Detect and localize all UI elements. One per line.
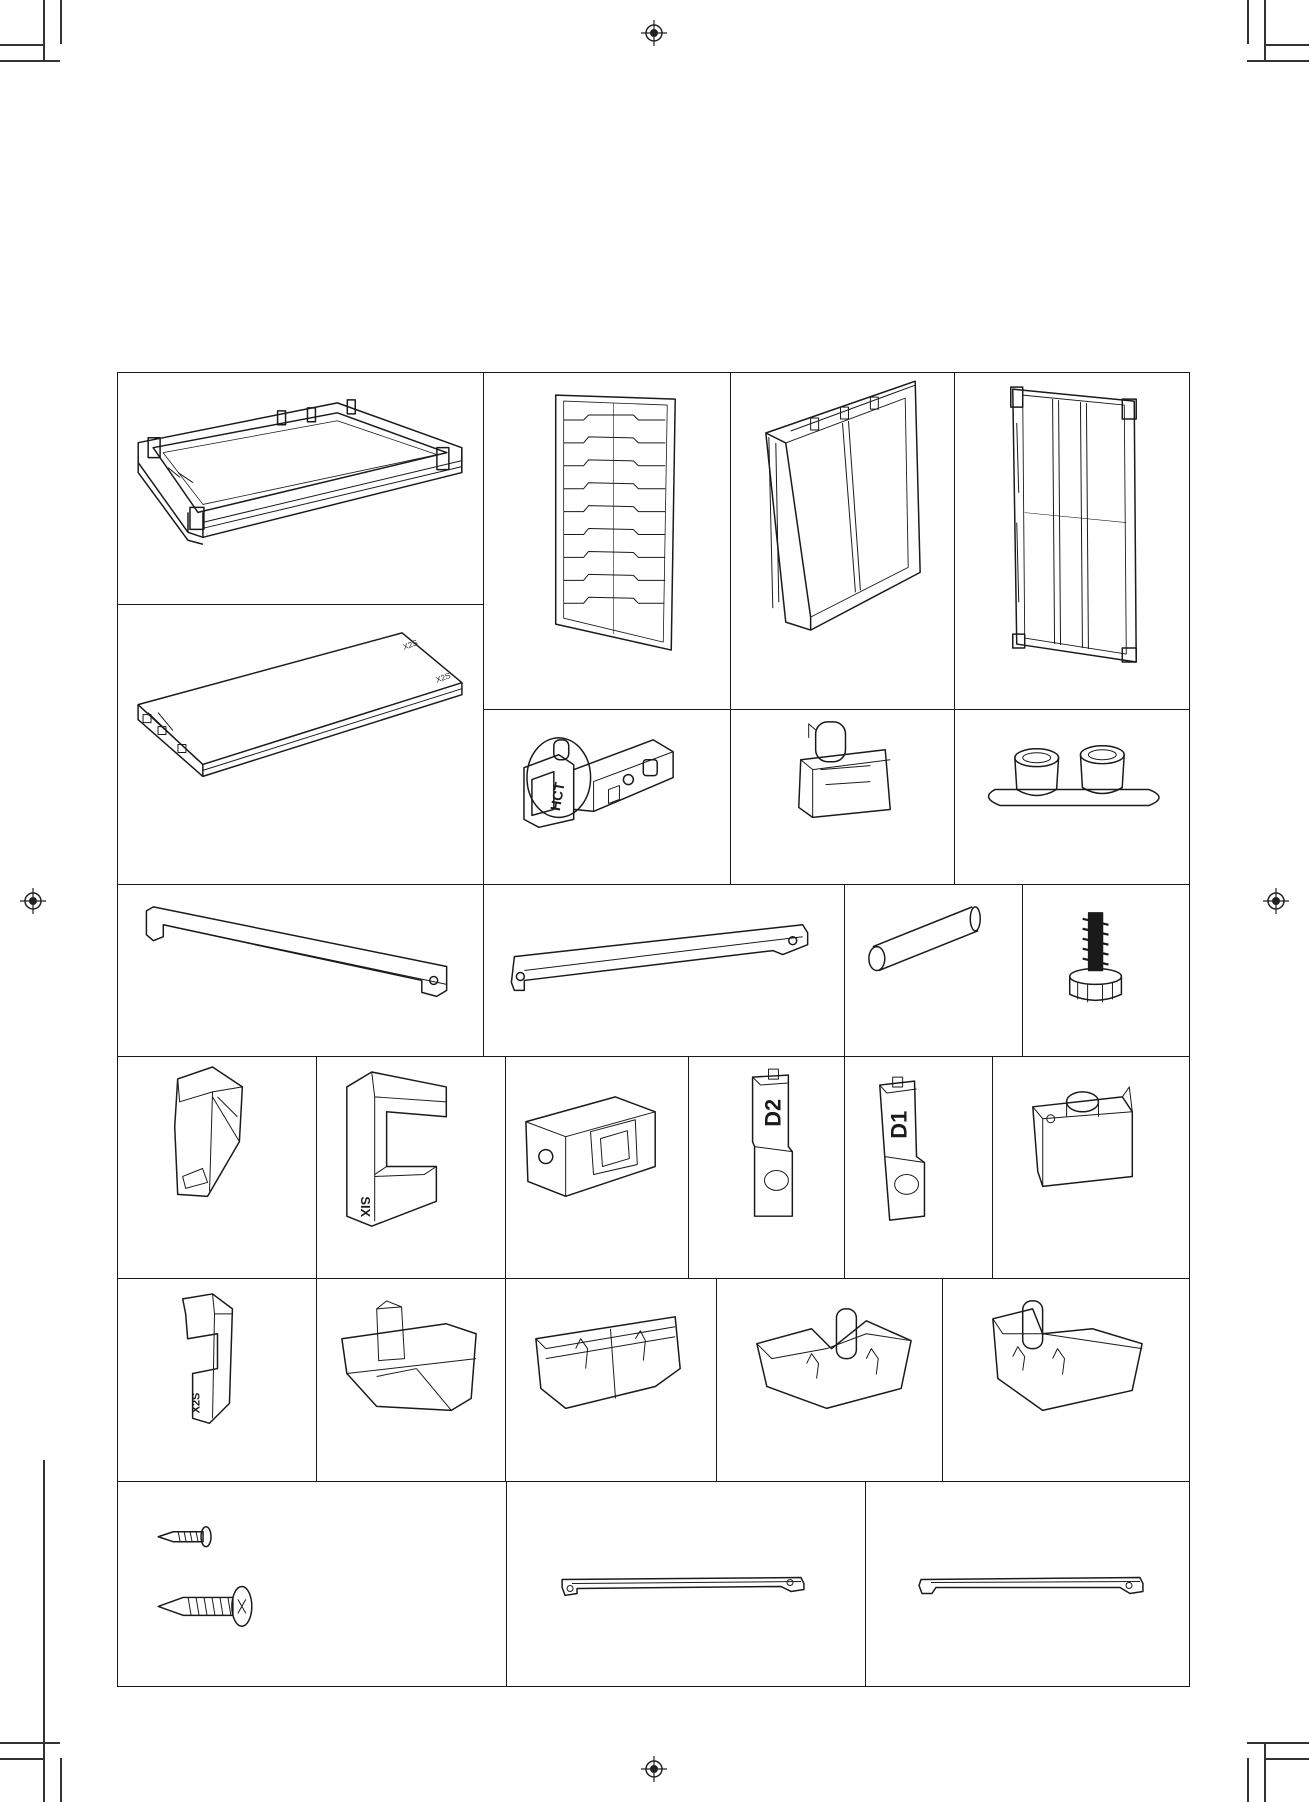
- part-corner-bracket-left: [716, 1278, 942, 1481]
- connector-hct-label: HCT: [546, 781, 568, 812]
- part-corner-clip: [730, 709, 954, 884]
- crop-mark-icon: [43, 0, 45, 60]
- crop-mark-icon: [1247, 1758, 1249, 1802]
- part-corner-bracket-right: [942, 1278, 1189, 1481]
- part-corner-clip-large: [992, 1056, 1189, 1278]
- part-drawer-bottom: [117, 604, 483, 884]
- part-long-rail-b: [483, 884, 844, 1056]
- crop-mark-icon: [1264, 1742, 1266, 1802]
- part-short-rail-a: [506, 1481, 865, 1686]
- svg-text:X2S: X2S: [401, 638, 419, 652]
- part-long-rail-a: [117, 884, 483, 1056]
- crop-mark-icon: [0, 44, 44, 46]
- part-hinge-clip-six: [316, 1056, 505, 1278]
- part-back-panel: [954, 372, 1189, 709]
- registration-mark-icon: [641, 1756, 667, 1782]
- part-square-housing: [505, 1056, 688, 1278]
- svg-text:X2S: X2S: [434, 670, 452, 685]
- part-drawer-frame: [117, 372, 483, 604]
- part-slatted-panel: [483, 372, 730, 709]
- part-short-rail-b: [865, 1481, 1189, 1686]
- crop-mark-icon: [1264, 0, 1266, 60]
- post-d1-label: D1: [886, 1110, 912, 1139]
- crop-mark-icon: [0, 60, 60, 62]
- registration-mark-icon: [641, 20, 667, 46]
- crop-mark-icon: [1247, 60, 1309, 62]
- part-double-cap: [954, 709, 1189, 884]
- part-hinge-clip-a: [117, 1056, 316, 1278]
- clip-x2s-label: X2S: [190, 1392, 203, 1414]
- part-adjustable-foot: [1022, 884, 1189, 1056]
- crop-mark-icon: [43, 1742, 45, 1802]
- clip-six-label: SIX: [357, 1196, 373, 1218]
- crop-mark-icon: [0, 1742, 60, 1744]
- part-clip-x2s: [117, 1278, 316, 1481]
- part-post-d2: [688, 1056, 844, 1278]
- post-d2-label: D2: [760, 1098, 786, 1127]
- part-connector-hct: [483, 709, 730, 884]
- crop-mark-icon: [60, 1758, 62, 1802]
- crop-mark-icon: [0, 1758, 44, 1760]
- grid-border: [1189, 372, 1190, 1687]
- crop-mark-icon: [60, 0, 62, 44]
- part-long-bracket: [505, 1278, 716, 1481]
- registration-mark-icon: [1263, 888, 1289, 914]
- grid-border: [117, 1686, 1189, 1687]
- part-post-d1: [844, 1056, 992, 1278]
- part-screws: [117, 1481, 506, 1686]
- crop-mark-icon: [1247, 0, 1249, 44]
- part-side-panel: [730, 372, 954, 709]
- crop-mark-icon: [1264, 1758, 1309, 1760]
- part-tube: [844, 884, 1022, 1056]
- part-cable-clip: [316, 1278, 505, 1481]
- crop-mark-icon: [43, 1460, 45, 1742]
- crop-mark-icon: [1247, 1742, 1309, 1744]
- crop-mark-icon: [1264, 44, 1309, 46]
- registration-mark-icon: [20, 888, 46, 914]
